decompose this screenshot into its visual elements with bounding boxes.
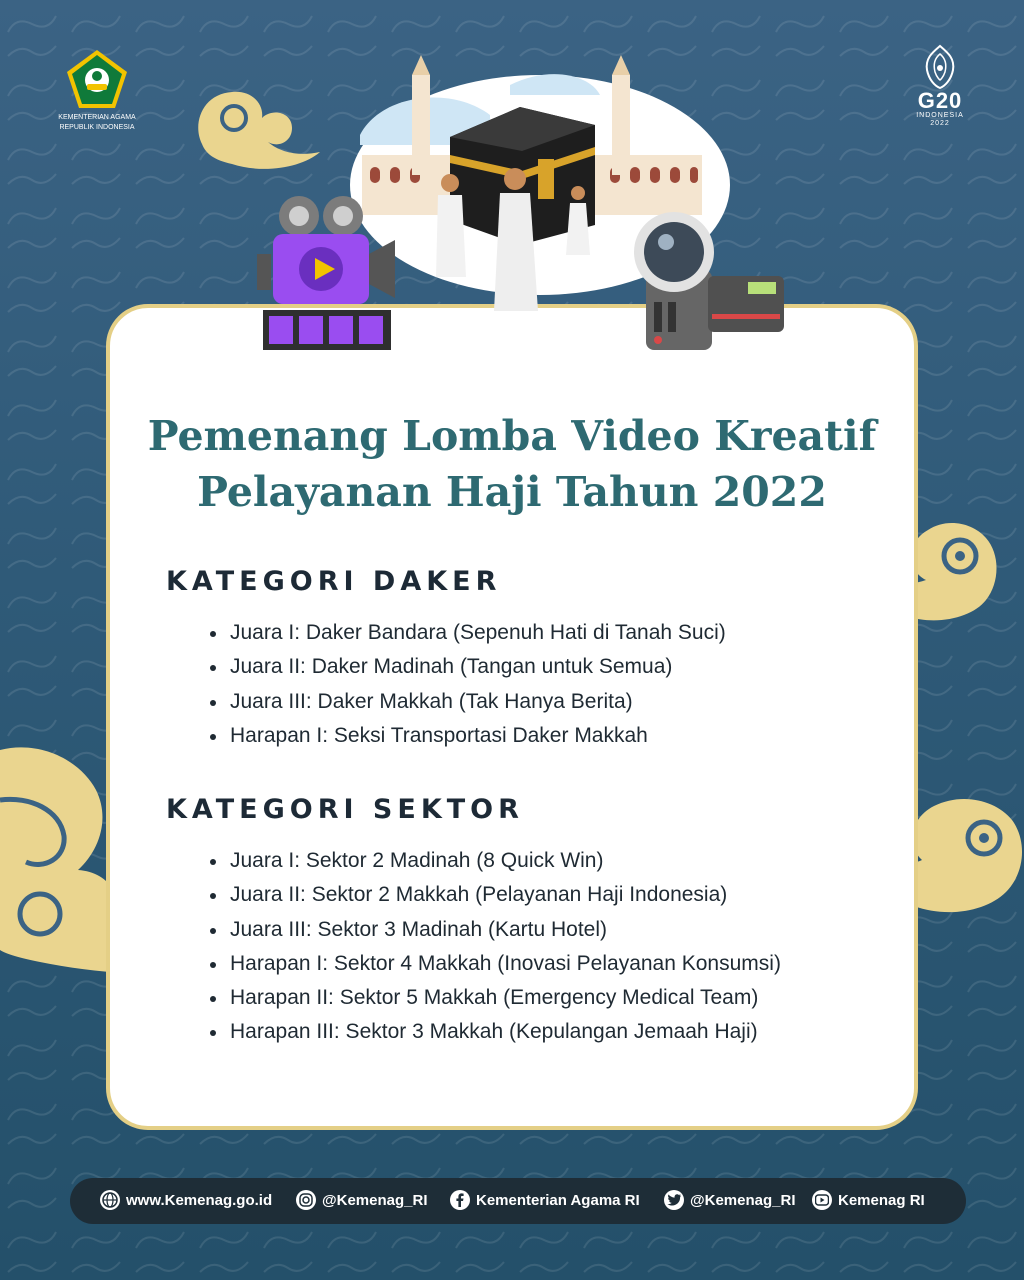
facebook-icon xyxy=(450,1190,470,1210)
footer-instagram-text: @Kemenag_RI xyxy=(322,1191,428,1209)
youtube-icon xyxy=(812,1190,832,1210)
footer-facebook-text: Kementerian Agama RI xyxy=(476,1191,640,1209)
list-sektor xyxy=(210,844,781,1050)
list-item: Harapan III: Sektor 3 Makkah (Kepulangan Jemaah Haji) xyxy=(210,1015,781,1049)
kemenag-caption-line1: KEMENTERIAN AGAMA xyxy=(58,114,136,121)
footer-instagram-link[interactable] xyxy=(296,1190,428,1210)
globe-icon xyxy=(100,1190,120,1210)
footer-facebook-link[interactable] xyxy=(450,1190,640,1210)
list-item: Juara I: Daker Bandara (Sepenuh Hati di Tanah Suci) xyxy=(210,616,726,650)
list-item: Harapan I: Sektor 4 Makkah (Inovasi Pelayanan Konsumsi) xyxy=(210,947,781,981)
g20-emblem xyxy=(923,44,957,90)
page-title xyxy=(106,408,918,520)
camcorder-icon xyxy=(628,210,788,354)
footer-website-link[interactable] xyxy=(100,1190,272,1210)
g20-mark: G20 xyxy=(917,88,963,113)
kemenag-emblem xyxy=(65,48,129,112)
category-heading-daker: KATEGORI DAKER xyxy=(166,566,502,597)
title-line-1: Pemenang Lomba Video Kreatif xyxy=(147,412,877,460)
footer-youtube-text: Kemenag RI xyxy=(838,1191,925,1209)
list-item: Juara II: Daker Madinah (Tangan untuk Semua) xyxy=(210,650,726,684)
instagram-icon xyxy=(296,1190,316,1210)
list-item: Harapan II: Sektor 5 Makkah (Emergency Medical Team) xyxy=(210,981,781,1015)
list-item: Harapan I: Seksi Transportasi Daker Makkah xyxy=(210,719,726,753)
g20-country: INDONESIA xyxy=(916,112,964,119)
footer-twitter-text: @Kemenag_RI xyxy=(690,1191,796,1209)
list-item: Juara II: Sektor 2 Makkah (Pelayanan Haji Indonesia) xyxy=(210,878,781,912)
kemenag-logo xyxy=(52,48,142,132)
category-heading-sektor: KATEGORI SEKTOR xyxy=(166,794,524,825)
g20-year: 2022 xyxy=(930,120,950,127)
footer-website-text: www.Kemenag.go.id xyxy=(126,1191,273,1209)
kemenag-caption-line2: REPUBLIK INDONESIA xyxy=(59,124,135,131)
list-daker xyxy=(210,616,726,753)
list-item: Juara I: Sektor 2 Madinah (8 Quick Win) xyxy=(210,844,781,878)
footer-youtube-link[interactable] xyxy=(812,1190,925,1210)
footer-twitter-link[interactable] xyxy=(664,1190,796,1210)
list-item: Juara III: Sektor 3 Madinah (Kartu Hotel) xyxy=(210,913,781,947)
g20-logo xyxy=(908,44,972,128)
video-camera-icon xyxy=(255,188,405,354)
footer-social-bar xyxy=(70,1178,966,1224)
twitter-icon xyxy=(664,1190,684,1210)
list-item: Juara III: Daker Makkah (Tak Hanya Berita) xyxy=(210,685,726,719)
title-line-2: Pelayanan Haji Tahun 2022 xyxy=(197,468,827,516)
